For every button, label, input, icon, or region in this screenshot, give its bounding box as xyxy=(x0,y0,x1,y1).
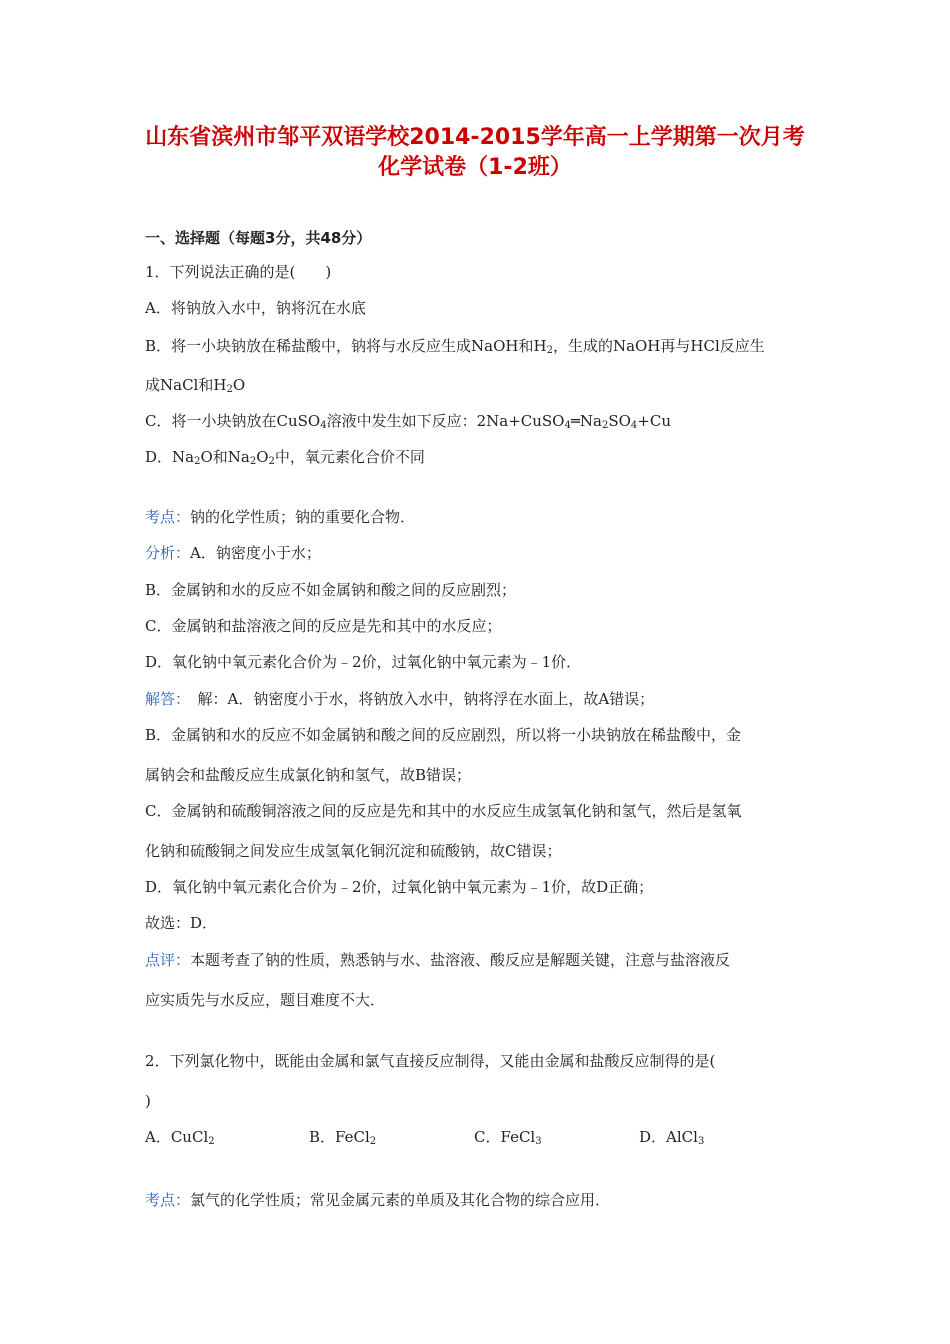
q2-kaodian: 考点：氯气的化学性质；常见金属元素的单质及其化合物的综合应用． xyxy=(145,1191,611,1209)
q2-option-b: B．FeCl$_2$ xyxy=(309,1128,377,1147)
q1-jieda: 解答： 解：A．钠密度小于水，将钠放入水中，钠将浮在水面上，故A错误； xyxy=(145,690,655,708)
q2-option-a: A．CuCl$_2$ xyxy=(145,1128,215,1147)
fenxi-label: 分析： xyxy=(145,544,191,562)
q2-option-c: C．FeCl$_3$ xyxy=(474,1128,542,1147)
q1-dianping: 点评：本题考查了钠的性质，熟悉钠与水、盐溶液、酸反应是解题关键，注意与盐溶液反 xyxy=(145,951,731,969)
q1-kaodian: 考点：钠的化学性质；钠的重要化合物． xyxy=(145,508,416,526)
q1-option-b: B．将一小块钠放在稀盐酸中，钠将与水反应生成NaOH和$H_2$，生成的NaOH再与HCl反应生 xyxy=(145,337,765,356)
q1-option-d: D．$Na_2O$和$Na_2O_2$中，氧元素化合价不同 xyxy=(145,448,425,467)
q1-dianping-2: 应实质先与水反应，题目难度不大． xyxy=(145,991,386,1009)
q1-stem: 1．下列说法正确的是( ) xyxy=(145,263,332,281)
title-line-2: 化学试卷（1-2班） xyxy=(378,155,572,180)
q1-jieda-c1: C．金属钠和硫酸铜溶液之间的反应是先和其中的水反应生成氢氧化钠和氢气，然后是氢氧 xyxy=(145,802,742,820)
q1-jieda-d: D．氧化钠中氧元素化合价为﹣2价，过氧化钠中氧元素为﹣1价，故D正确； xyxy=(145,878,654,896)
q1-answer: 故选：D． xyxy=(145,914,218,932)
q1-option-b-cont: 成NaCl和$H_2O$ xyxy=(145,376,246,395)
q1-option-c: C．将一小块钠放在CuSO$_4$溶液中发生如下反应：$2Na+CuSO_4═Na_2SO_4+Cu$ xyxy=(145,412,672,431)
kaodian-label: 考点： xyxy=(145,508,191,526)
q1-option-a: A．将钠放入水中，钠将沉在水底 xyxy=(145,299,366,317)
q1-jieda-c2: 化钠和硫酸铜之间发应生成氢氧化铜沉淀和硫酸钠，故C错误； xyxy=(145,842,562,860)
q1-fenxi-b: B．金属钠和水的反应不如金属钠和酸之间的反应剧烈； xyxy=(145,581,517,599)
kaodian-label: 考点： xyxy=(145,1191,191,1209)
q1-jieda-b1: B．金属钠和水的反应不如金属钠和酸之间的反应剧烈，所以将一小块钠放在稀盐酸中，金 xyxy=(145,726,742,744)
q2-option-d: D．AlCl$_3$ xyxy=(639,1128,705,1147)
section-heading: 一、选择题（每题3分，共48分） xyxy=(145,229,372,247)
q1-jieda-b2: 属钠会和盐酸反应生成氯化钠和氢气，故B错误； xyxy=(145,766,472,784)
q1-fenxi-c: C．金属钠和盐溶液之间的反应是先和其中的水反应； xyxy=(145,617,502,635)
q2-stem: 2．下列氯化物中，既能由金属和氯气直接反应制得，又能由金属和盐酸反应制得的是( xyxy=(145,1052,716,1070)
title-line-1: 山东省滨州市邹平双语学校2014-2015学年高一上学期第一次月考 xyxy=(145,125,805,150)
q2-options xyxy=(145,1127,815,1149)
jieda-label: 解答： xyxy=(145,690,183,708)
q1-fenxi: 分析：A．钠密度小于水； xyxy=(145,544,321,562)
dianping-label: 点评： xyxy=(145,951,191,969)
q1-fenxi-d: D．氧化钠中氧元素化合价为﹣2价，过氧化钠中氧元素为﹣1价． xyxy=(145,653,582,671)
q2-stem-end: ) xyxy=(145,1092,151,1110)
